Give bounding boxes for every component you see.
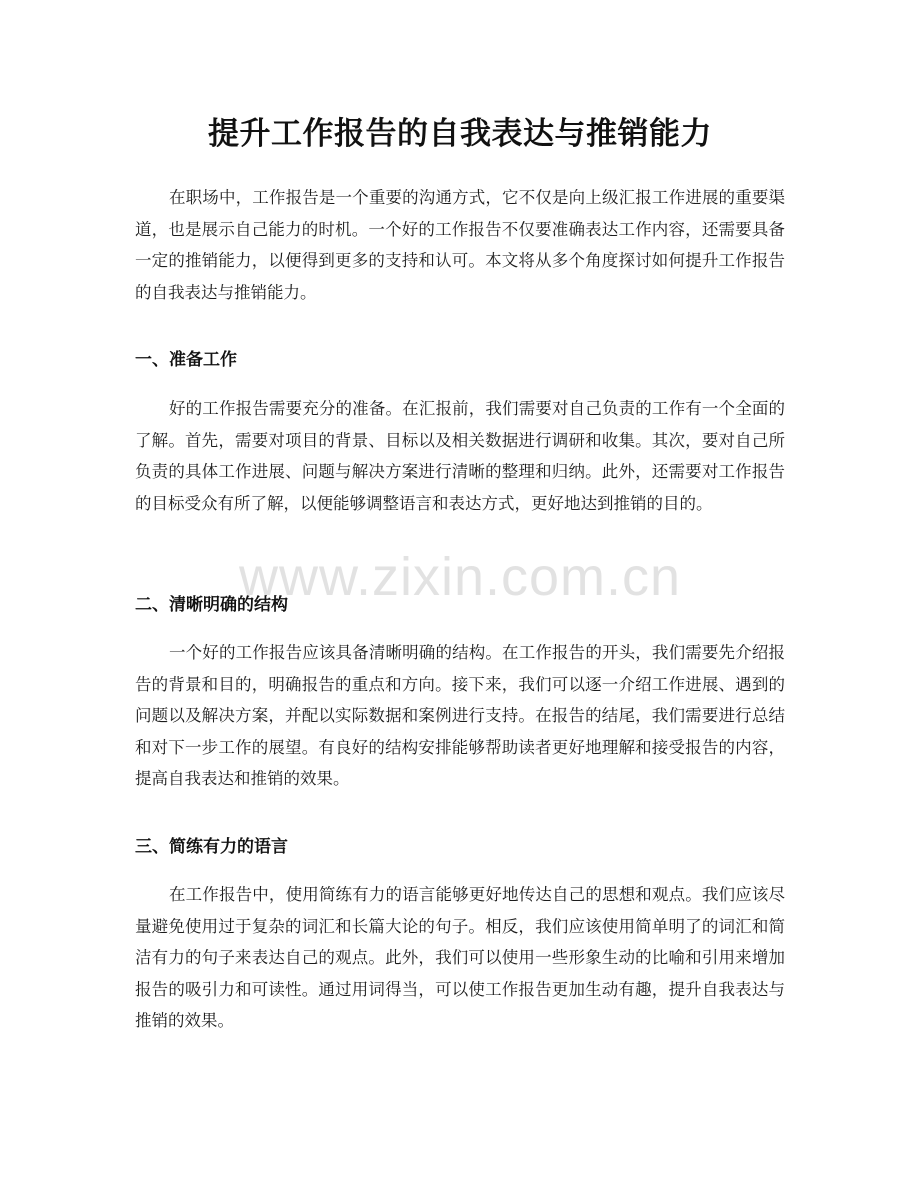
- section-body-structure: 一个好的工作报告应该具备清晰明确的结构。在工作报告的开头，我们需要先介绍报告的背景和目的，明确报告的重点和方向。接下来，我们可以逐一介绍工作进展、遇到的问题以及解决方案，并配以实际数据和案例进行支持。在报告的结尾，我们需要进行总结和对下一步工作的展望。有良好的结构安排能够帮助读者更好地理解和接受报告的内容，提高自我表达和推销的效果。: [135, 643, 785, 788]
- watermark: www.zixin.com.cn: [238, 547, 682, 607]
- section-heading-structure: 二、清晰明确的结构: [135, 595, 288, 615]
- section-body-preparation: 好的工作报告需要充分的准备。在汇报前，我们需要对自己负责的工作有一个全面的了解。首先，需要对项目的背景、目标以及相关数据进行调研和收集。其次，要对自己所负责的具体工作进展、问题与解决方案进行清晰的整理和归纳。此外，还需要对工作报告的目标受众有所了解，以便能够调整语言和表达方式，更好地达到推销的目的。: [135, 399, 785, 513]
- section-heading-language: 三、简练有力的语言: [135, 837, 288, 857]
- document-title: 提升工作报告的自我表达与推销能力: [208, 116, 712, 152]
- section-body-language: 在工作报告中，使用简练有力的语言能够更好地传达自己的思想和观点。我们应该尽量避免使用过于复杂的词汇和长篇大论的句子。相反，我们应该使用简单明了的词汇和简洁有力的句子来表达自己的观点。此外，我们可以使用一些形象生动的比喻和引用来增加报告的吸引力和可读性。通过用词得当，可以使工作报告更加生动有趣，提升自我表达与推销的效果。: [135, 885, 785, 1030]
- intro-paragraph: 在职场中，工作报告是一个重要的沟通方式，它不仅是向上级汇报工作进展的重要渠道，也是展示自己能力的时机。一个好的工作报告不仅要准确表达工作内容，还需要具备一定的推销能力，以便得到更多的支持和认可。本文将从多个角度探讨如何提升工作报告的自我表达与推销能力。: [135, 188, 785, 302]
- section-heading-preparation: 一、准备工作: [135, 350, 237, 370]
